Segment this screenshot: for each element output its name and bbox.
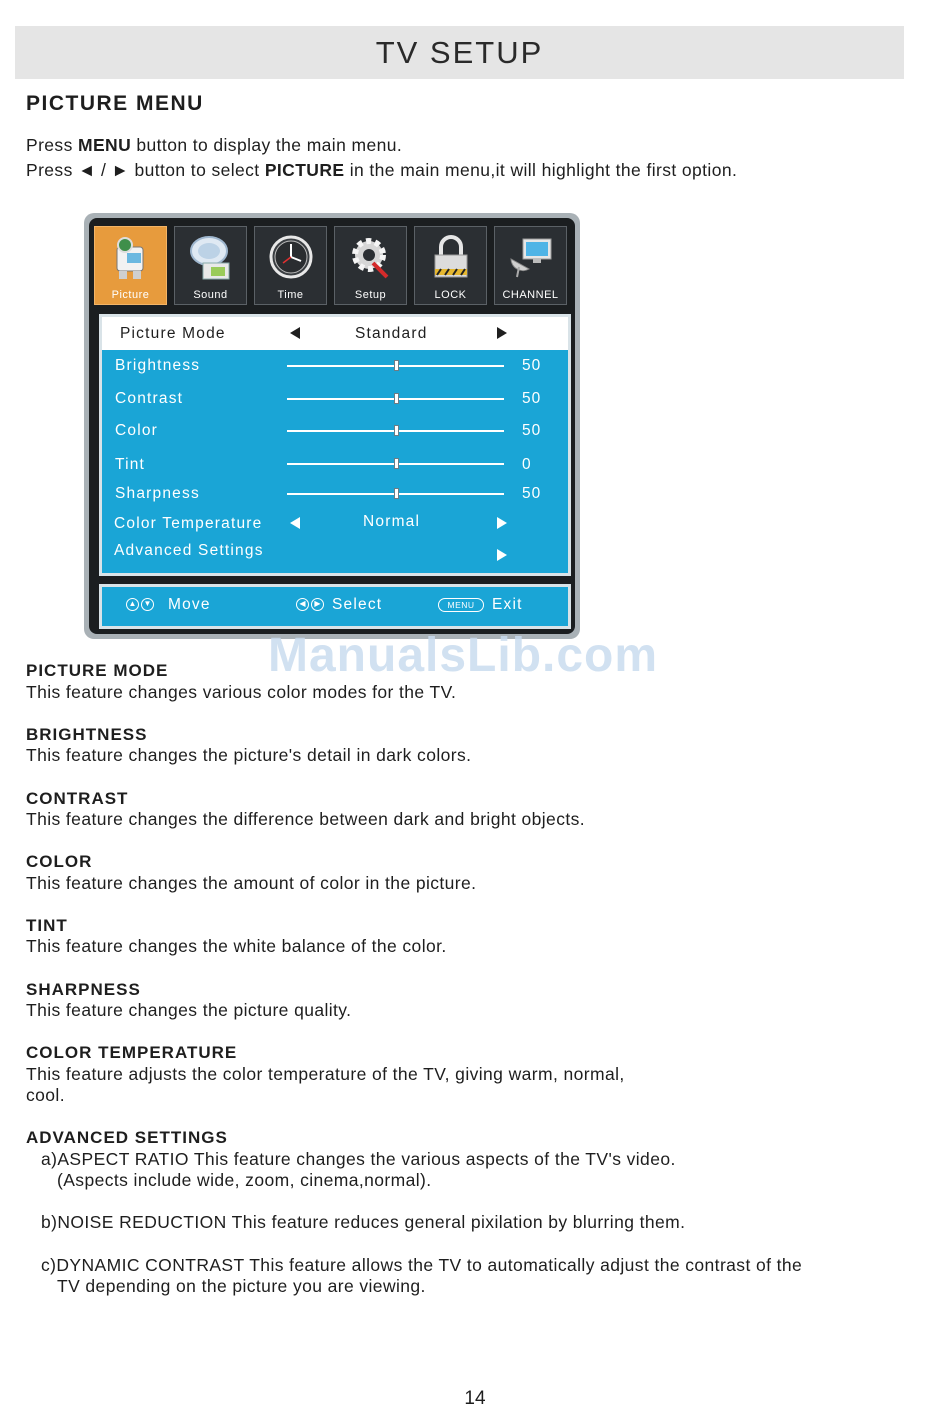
arrow-left-icon[interactable] <box>290 327 300 339</box>
slider-label: Color <box>115 422 159 439</box>
slider-knob[interactable] <box>394 488 399 499</box>
down-arrow-icon: ▼ <box>141 598 154 611</box>
slider-value: 50 <box>522 357 542 374</box>
satellite-icon <box>507 233 555 281</box>
picture-mode-label: Picture Mode <box>120 325 226 342</box>
page-number: 14 <box>464 1388 486 1409</box>
tab-label: Setup <box>354 289 387 301</box>
slider-knob[interactable] <box>394 393 399 404</box>
arrow-right-icon[interactable] <box>497 517 507 529</box>
page-header: TV SETUP <box>15 26 904 79</box>
tab-picture[interactable] <box>94 226 167 305</box>
heading-color: COLOR <box>26 852 93 871</box>
up-arrow-icon: ▲ <box>126 598 139 611</box>
desc-color: This feature changes the amount of color in the picture. <box>26 873 477 893</box>
right-arrow-icon: ▶ <box>311 598 324 611</box>
slider-value: 0 <box>522 456 532 473</box>
camera-icon <box>107 233 155 281</box>
intro-line-1: Press MENU button to display the main menu. <box>26 135 403 155</box>
heading-color-temperature: COLOR TEMPERATURE <box>26 1043 238 1062</box>
tv-menu-window <box>89 218 575 634</box>
desc-sharpness: This feature changes the picture quality. <box>26 1000 352 1020</box>
desc-dynamic-contrast-2: TV depending on the picture you are viewing. <box>57 1276 426 1296</box>
tab-lock[interactable] <box>414 226 487 305</box>
slider-value: 50 <box>522 485 542 502</box>
menu-footer <box>99 584 571 629</box>
footer-exit-label: Exit <box>492 596 523 613</box>
slider-value: 50 <box>522 390 542 407</box>
footer-move-label: Move <box>168 596 211 613</box>
slider-value: 50 <box>522 422 542 439</box>
tab-label: CHANNEL <box>502 289 559 301</box>
slider-label: Brightness <box>115 357 201 374</box>
footer-select-label: Select <box>332 596 383 613</box>
desc-brightness: This feature changes the picture's detail in dark colors. <box>26 745 472 765</box>
section-title: PICTURE MENU <box>26 92 204 115</box>
tv-menu-screenshot <box>84 213 580 639</box>
desc-picture-mode: This feature changes various color modes for the TV. <box>26 682 457 702</box>
tab-label: Time <box>277 289 304 301</box>
desc-noise-reduction: b)NOISE REDUCTION This feature reduces general pixilation by blurring them. <box>41 1212 686 1232</box>
tab-label: LOCK <box>434 289 467 301</box>
tab-label: Sound <box>193 289 228 301</box>
heading-contrast: CONTRAST <box>26 789 129 808</box>
heading-advanced-settings: ADVANCED SETTINGS <box>26 1128 228 1147</box>
gear-icon <box>347 233 395 281</box>
heading-tint: TINT <box>26 916 68 935</box>
slider-knob[interactable] <box>394 360 399 371</box>
arrow-right-icon[interactable] <box>497 327 507 339</box>
speaker-icon <box>187 233 235 281</box>
desc-contrast: This feature changes the difference between dark and bright objects. <box>26 809 586 829</box>
left-arrow-icon: ◀ <box>296 598 309 611</box>
arrow-left-icon[interactable] <box>290 517 300 529</box>
clock-icon <box>267 233 315 281</box>
watermark: ManualsLib.com <box>268 629 659 682</box>
desc-tint: This feature changes the white balance of the color. <box>26 936 447 956</box>
tab-channel[interactable] <box>494 226 567 305</box>
tab-setup[interactable] <box>334 226 407 305</box>
desc-aspect-ratio-1: a)ASPECT RATIO This feature changes the various aspects of the TV's video. <box>41 1149 676 1169</box>
tab-time[interactable] <box>254 226 327 305</box>
heading-sharpness: SHARPNESS <box>26 980 141 999</box>
desc-aspect-ratio-2: (Aspects include wide, zoom, cinema,normal). <box>57 1170 432 1190</box>
lock-icon <box>427 233 475 281</box>
color-temperature-value: Normal <box>363 513 421 530</box>
slider-knob[interactable] <box>394 458 399 469</box>
desc-color-temperature-2: cool. <box>26 1085 65 1105</box>
menu-key-icon: MENU <box>438 598 484 612</box>
tab-sound[interactable] <box>174 226 247 305</box>
arrow-right-icon[interactable] <box>497 549 507 561</box>
intro-line-2: Press ◄ / ► button to select PICTURE in the main menu,it will highlight the first option. <box>26 160 738 180</box>
advanced-settings-label: Advanced Settings <box>114 542 264 559</box>
slider-knob[interactable] <box>394 425 399 436</box>
desc-color-temperature-1: This feature adjusts the color temperature of the TV, giving warm, normal, <box>26 1064 625 1084</box>
color-temperature-label: Color Temperature <box>114 515 263 532</box>
desc-dynamic-contrast-1: c)DYNAMIC CONTRAST This feature allows the TV to automatically adjust the contrast of the <box>41 1255 803 1275</box>
heading-picture-mode: PICTURE MODE <box>26 661 169 680</box>
tab-label: Picture <box>111 289 150 301</box>
picture-settings-panel <box>99 314 571 576</box>
heading-brightness: BRIGHTNESS <box>26 725 148 744</box>
slider-label: Contrast <box>115 390 184 407</box>
slider-label: Sharpness <box>115 485 200 502</box>
picture-mode-value: Standard <box>355 325 428 342</box>
slider-label: Tint <box>115 456 146 473</box>
